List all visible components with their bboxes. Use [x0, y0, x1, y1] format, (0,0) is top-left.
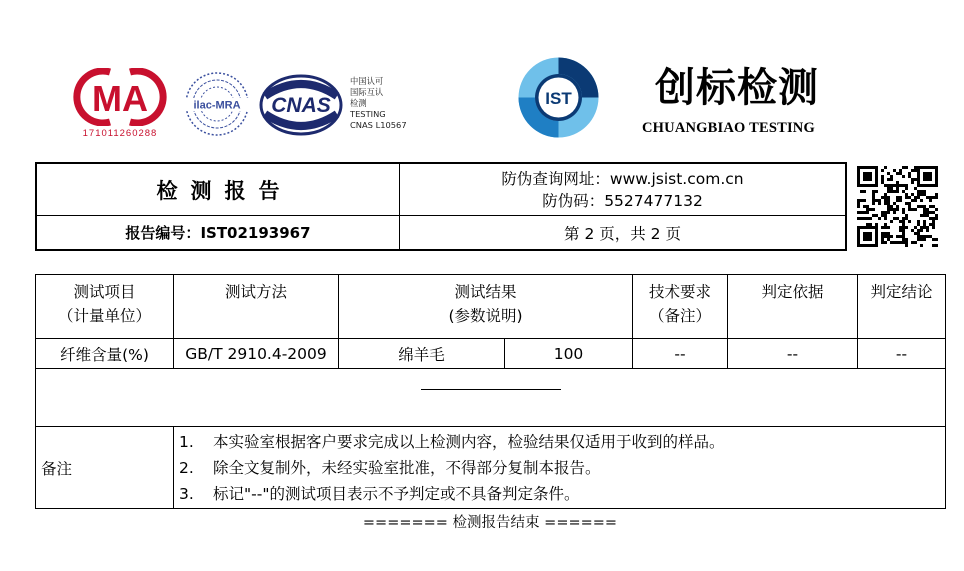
remark-item: 1. 本实验室根据客户要求完成以上检测内容，检验结果仅适用于收到的样品。 [179, 432, 725, 451]
ilac-letters: ilac-MRA [193, 99, 241, 112]
header-basis: 判定依据 [728, 275, 858, 339]
cnas-letters: CNAS [271, 94, 331, 117]
ist-letters: IST [545, 89, 572, 108]
cnas-text-line: 中国认可 [350, 76, 384, 86]
cell-method: GB/T 2910.4-2009 [174, 339, 339, 369]
report-number-label: 报告编号： [125, 224, 201, 242]
header-test-result: 测试结果 (参数说明) [339, 275, 633, 339]
cell-conclusion: -- [858, 339, 946, 369]
qr-code-icon [855, 164, 940, 249]
cma-logo [70, 68, 170, 126]
verify-url: 防伪查询网址：www.jsist.com.cn [501, 170, 744, 188]
header-requirement: 技术要求 （备注） [633, 275, 728, 339]
cell-item: 纤维含量(%) [36, 339, 174, 369]
header-conclusion: 判定结论 [858, 275, 946, 339]
cell-basis: -- [728, 339, 858, 369]
remarks-label: 备注 [36, 427, 174, 509]
brand-title: 创标检测 [655, 64, 819, 111]
anti-counterfeit-info [400, 164, 845, 216]
cnas-logo [259, 74, 343, 136]
blank-row [36, 369, 946, 427]
verify-code: 防伪码：5527477132 [542, 192, 703, 210]
report-end-marker: ======= 检测报告结束 ====== [362, 515, 618, 531]
cnas-text-line: TESTING [350, 109, 386, 119]
cnas-text-line: 检测 [350, 98, 367, 108]
remark-item: 3. 标记"--"的测试项目表示不予判定或不具备判定条件。 [179, 484, 580, 503]
cell-value: 100 [505, 339, 633, 369]
cell-requirement: -- [633, 339, 728, 369]
cma-letters: MA [92, 78, 148, 119]
report-header-table [35, 162, 847, 251]
table-row [36, 339, 946, 369]
blank-cell [36, 369, 946, 427]
report-number [37, 216, 400, 249]
ist-logo [516, 55, 601, 140]
end-divider-line [421, 389, 561, 390]
cma-number: 171011260288 [82, 128, 158, 139]
page-info: 第 2 页，共 2 页 [564, 224, 681, 243]
remarks-row [36, 427, 946, 509]
report-title: 检测报告 [37, 164, 400, 216]
cnas-text-line: 国际互认 [350, 87, 384, 97]
test-result-table [35, 274, 946, 509]
brand-subtitle: CHUANGBIAO TESTING [642, 120, 815, 136]
cnas-accreditation-text [350, 76, 407, 131]
remark-item: 2. 除全文复制外，未经实验室批准，不得部分复制本报告。 [179, 458, 601, 477]
header-test-item: 测试项目 （计量单位） [36, 275, 174, 339]
ilac-mra-logo [183, 70, 251, 138]
cnas-text-line: CNAS L10567 [350, 120, 407, 130]
cell-param: 绵羊毛 [339, 339, 505, 369]
table-header-row [36, 275, 946, 339]
remarks-body [174, 427, 946, 509]
header-test-method: 测试方法 [174, 275, 339, 339]
report-number-value: IST02193967 [200, 223, 311, 242]
